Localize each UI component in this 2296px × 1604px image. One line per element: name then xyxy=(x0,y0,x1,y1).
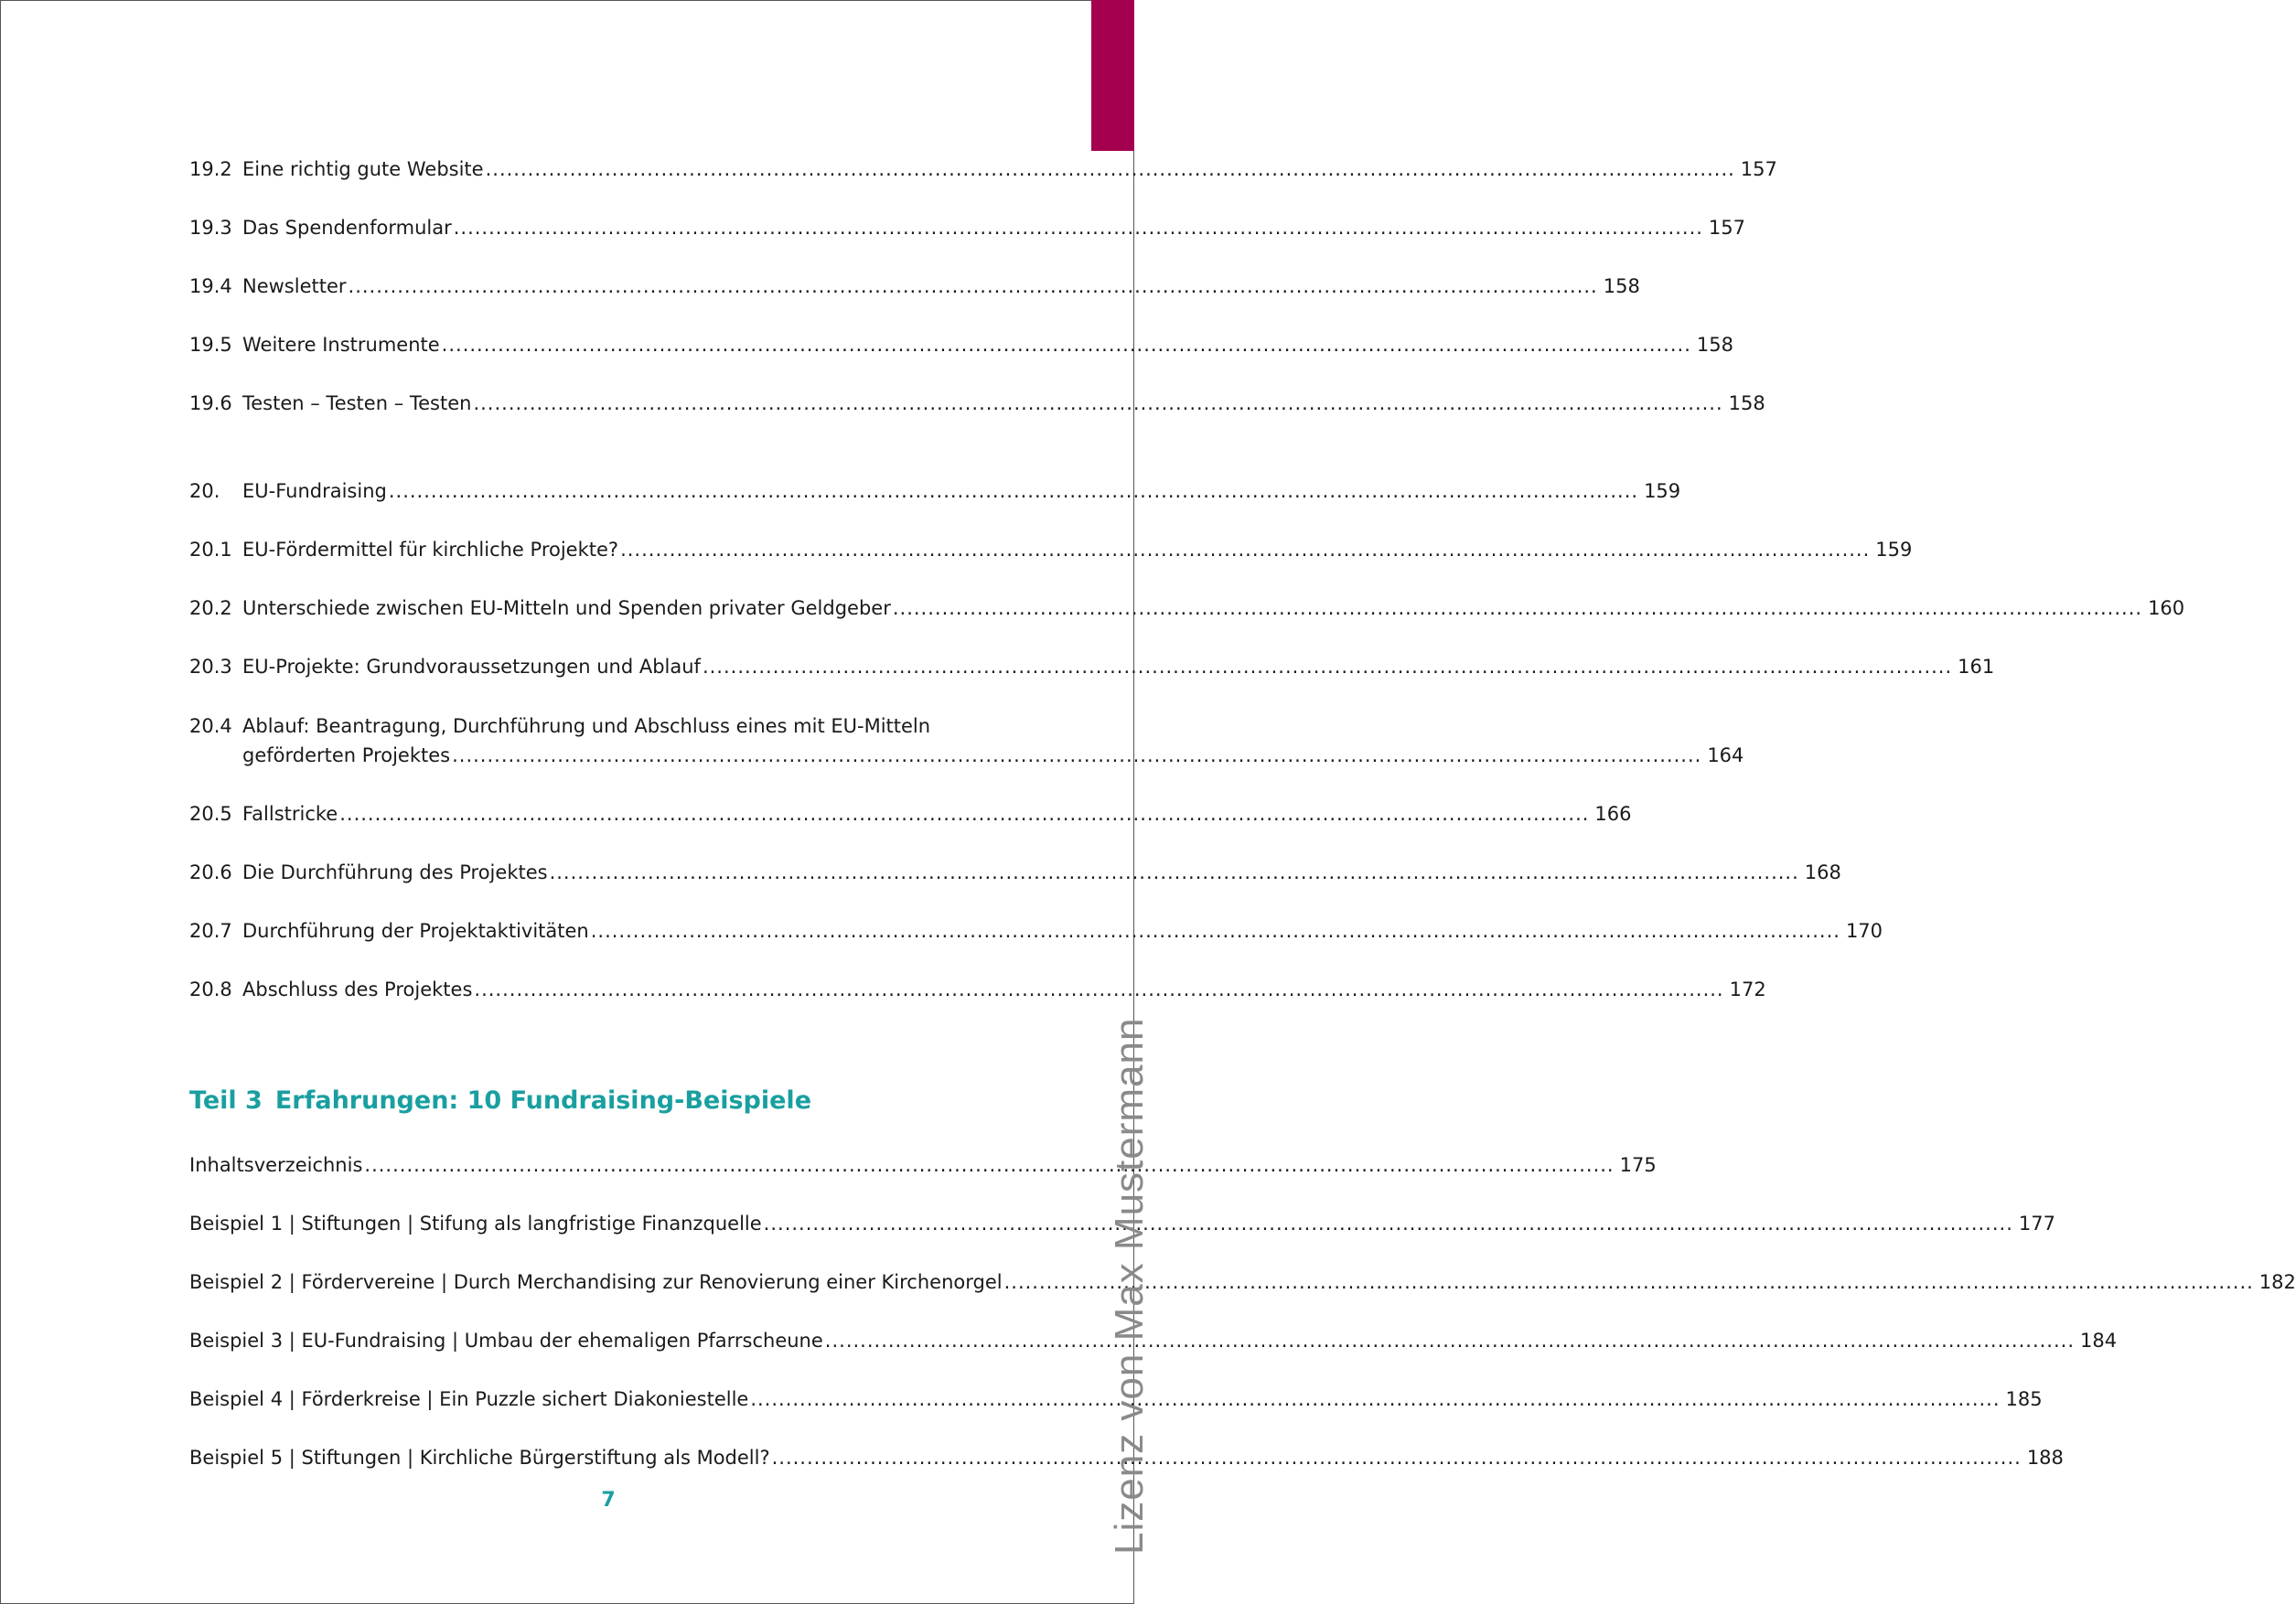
chapter-tab-marker xyxy=(1091,0,1134,151)
toc-entry[interactable] xyxy=(189,1385,2043,1414)
toc-entry[interactable] xyxy=(189,916,1883,946)
dot-leader: .................................................................................................................................................................................. xyxy=(364,1154,1615,1176)
toc-entry[interactable] xyxy=(189,975,1766,1004)
toc-entry-number: 20. xyxy=(189,480,220,502)
toc-chapter-entry[interactable] xyxy=(189,476,1681,506)
dot-leader: .................................................................................................................................................................................. xyxy=(348,275,1598,297)
toc-entry[interactable] xyxy=(189,155,1777,184)
toc-entry[interactable] xyxy=(189,799,1632,829)
toc-entry-number: 20.6 xyxy=(189,861,232,883)
toc-entry[interactable] xyxy=(189,272,1640,301)
toc-entry-title: Beispiel 5 | Stiftungen | Kirchliche Bürgerstiftung als Modell? xyxy=(189,1447,770,1469)
toc-entry-page: 157 xyxy=(1740,158,1777,180)
toc-entry-title: Beispiel 3 | EU-Fundraising | Umbau der ehemaligen Pfarrscheune xyxy=(189,1330,823,1352)
toc-entry-page: 185 xyxy=(2005,1388,2043,1410)
toc-entry-title: EU-Projekte: Grundvoraussetzungen und Ablauf xyxy=(242,656,701,678)
toc-entry-title: geförderten Projektes xyxy=(242,744,451,766)
license-watermark: Lizenz von Max Mustermann xyxy=(1107,1017,1152,1555)
dot-leader: .................................................................................................................................................................................. xyxy=(590,920,1840,942)
section-heading xyxy=(189,1086,811,1115)
toc-entry-number: 20.5 xyxy=(189,803,232,825)
toc-entry-number: 20.8 xyxy=(189,978,232,1000)
toc-entry-page: 160 xyxy=(2148,597,2185,619)
toc-entry-title: Das Spendenformular xyxy=(242,217,452,239)
section-part-label: Teil 3 xyxy=(189,1086,263,1115)
toc-entry-page: 158 xyxy=(1696,334,1733,356)
dot-leader: .................................................................................................................................................................................. xyxy=(824,1330,2075,1352)
toc-entry[interactable] xyxy=(189,858,1841,887)
toc-entry-number: 19.6 xyxy=(189,392,232,414)
dot-leader: .................................................................................................................................................................................. xyxy=(441,334,1691,356)
toc-entry-title: Inhaltsverzeichnis xyxy=(189,1154,363,1176)
toc-entry[interactable] xyxy=(189,711,1744,770)
toc-entry-title: Abschluss des Projektes xyxy=(242,978,473,1000)
toc-entry-title: Beispiel 1 | Stiftungen | Stifung als langfristige Finanzquelle xyxy=(189,1213,762,1235)
toc-entry-number: 19.2 xyxy=(189,158,232,180)
dot-leader: .................................................................................................................................................................................. xyxy=(474,978,1724,1000)
toc-entry-page: 164 xyxy=(1707,744,1744,766)
toc-entry-page: 168 xyxy=(1804,861,1841,883)
toc-entry-number: 19.4 xyxy=(189,275,232,297)
toc-entry-number: 20.1 xyxy=(189,539,232,561)
toc-entry-page: 158 xyxy=(1728,392,1765,414)
toc-entry-number: 20.3 xyxy=(189,656,232,678)
toc-entry-page: 172 xyxy=(1729,978,1766,1000)
toc-entry-number: 20.2 xyxy=(189,597,232,619)
dot-leader: .................................................................................................................................................................................. xyxy=(473,392,1723,414)
dot-leader: .................................................................................................................................................................................. xyxy=(750,1388,2001,1410)
toc-entry-page: 188 xyxy=(2026,1447,2064,1469)
toc-entry[interactable] xyxy=(189,1326,2118,1355)
toc-entry-title: Die Durchführung des Projektes xyxy=(242,861,548,883)
dot-leader: .................................................................................................................................................................................. xyxy=(452,744,1702,766)
toc-entry-number: 20.7 xyxy=(189,920,232,942)
toc-entry[interactable] xyxy=(189,1150,1657,1180)
toc-entry-page: 161 xyxy=(1958,656,1995,678)
toc-entry-title: Beispiel 2 | Fördervereine | Durch Merchandising zur Renovierung einer Kirchenorgel xyxy=(189,1271,1003,1293)
toc-entry-title: Unterschiede zwischen EU-Mitteln und Spenden privater Geldgeber xyxy=(242,597,891,619)
toc-entry-number: 19.5 xyxy=(189,334,232,356)
toc-entry[interactable] xyxy=(189,389,1765,418)
toc-entry[interactable] xyxy=(189,535,1913,564)
toc-entry-title: Testen – Testen – Testen xyxy=(242,392,472,414)
dot-leader: .................................................................................................................................................................................. xyxy=(388,480,1639,502)
page-number: 7 xyxy=(601,1489,616,1512)
toc-entry-title: EU-Fördermittel für kirchliche Projekte? xyxy=(242,539,619,561)
toc-entry-number: 19.3 xyxy=(189,217,232,239)
toc-entry-title: EU-Fundraising xyxy=(242,480,387,502)
dot-leader: .................................................................................................................................................................................. xyxy=(892,597,2143,619)
toc-entry-title: Fallstricke xyxy=(242,803,338,825)
toc-entry-title: Newsletter xyxy=(242,275,347,297)
dot-leader: .................................................................................................................................................................................. xyxy=(771,1447,2022,1469)
toc-entry-page: 175 xyxy=(1619,1154,1657,1176)
dot-leader: .................................................................................................................................................................................. xyxy=(763,1213,2013,1235)
toc-entry[interactable] xyxy=(189,1267,2296,1297)
toc-entry-page: 177 xyxy=(2018,1213,2055,1235)
dot-leader: .................................................................................................................................................................................. xyxy=(702,656,1953,678)
toc-entry[interactable] xyxy=(189,1443,2064,1472)
toc-entry[interactable] xyxy=(189,213,1746,242)
toc-entry-page: 159 xyxy=(1644,480,1681,502)
toc-entry[interactable] xyxy=(189,593,2185,623)
toc-entry-page: 158 xyxy=(1603,275,1640,297)
toc-entry[interactable] xyxy=(189,330,1733,359)
toc-entry-title-line1: Ablauf: Beantragung, Durchführung und Abschluss eines mit EU-Mitteln xyxy=(242,715,931,737)
dot-leader: .................................................................................................................................................................................. xyxy=(485,158,1735,180)
toc-entry-page: 182 xyxy=(2258,1271,2296,1293)
dot-leader: .................................................................................................................................................................................. xyxy=(1003,1271,2254,1293)
toc-entry-page: 170 xyxy=(1845,920,1883,942)
toc-entry[interactable] xyxy=(189,652,1995,681)
dot-leader: .................................................................................................................................................................................. xyxy=(549,861,1799,883)
toc-entry-page: 159 xyxy=(1875,539,1913,561)
toc-entry-page: 184 xyxy=(2080,1330,2118,1352)
dot-leader: .................................................................................................................................................................................. xyxy=(339,803,1590,825)
toc-entry-page: 166 xyxy=(1594,803,1632,825)
dot-leader: .................................................................................................................................................................................. xyxy=(453,217,1703,239)
toc-entry-page: 157 xyxy=(1708,217,1746,239)
toc-entry-title: Beispiel 4 | Förderkreise | Ein Puzzle sichert Diakoniestelle xyxy=(189,1388,749,1410)
toc-entry[interactable] xyxy=(189,1209,2055,1238)
dot-leader: .................................................................................................................................................................................. xyxy=(620,539,1871,561)
section-title: Erfahrungen: 10 Fundraising-Beispiele xyxy=(274,1086,811,1115)
toc-entry-title: Durchführung der Projektaktivitäten xyxy=(242,920,589,942)
toc-entry-number: 20.4 xyxy=(189,715,232,737)
toc-entry-title: Weitere Instrumente xyxy=(242,334,440,356)
toc-entry-title: Eine richtig gute Website xyxy=(242,158,484,180)
